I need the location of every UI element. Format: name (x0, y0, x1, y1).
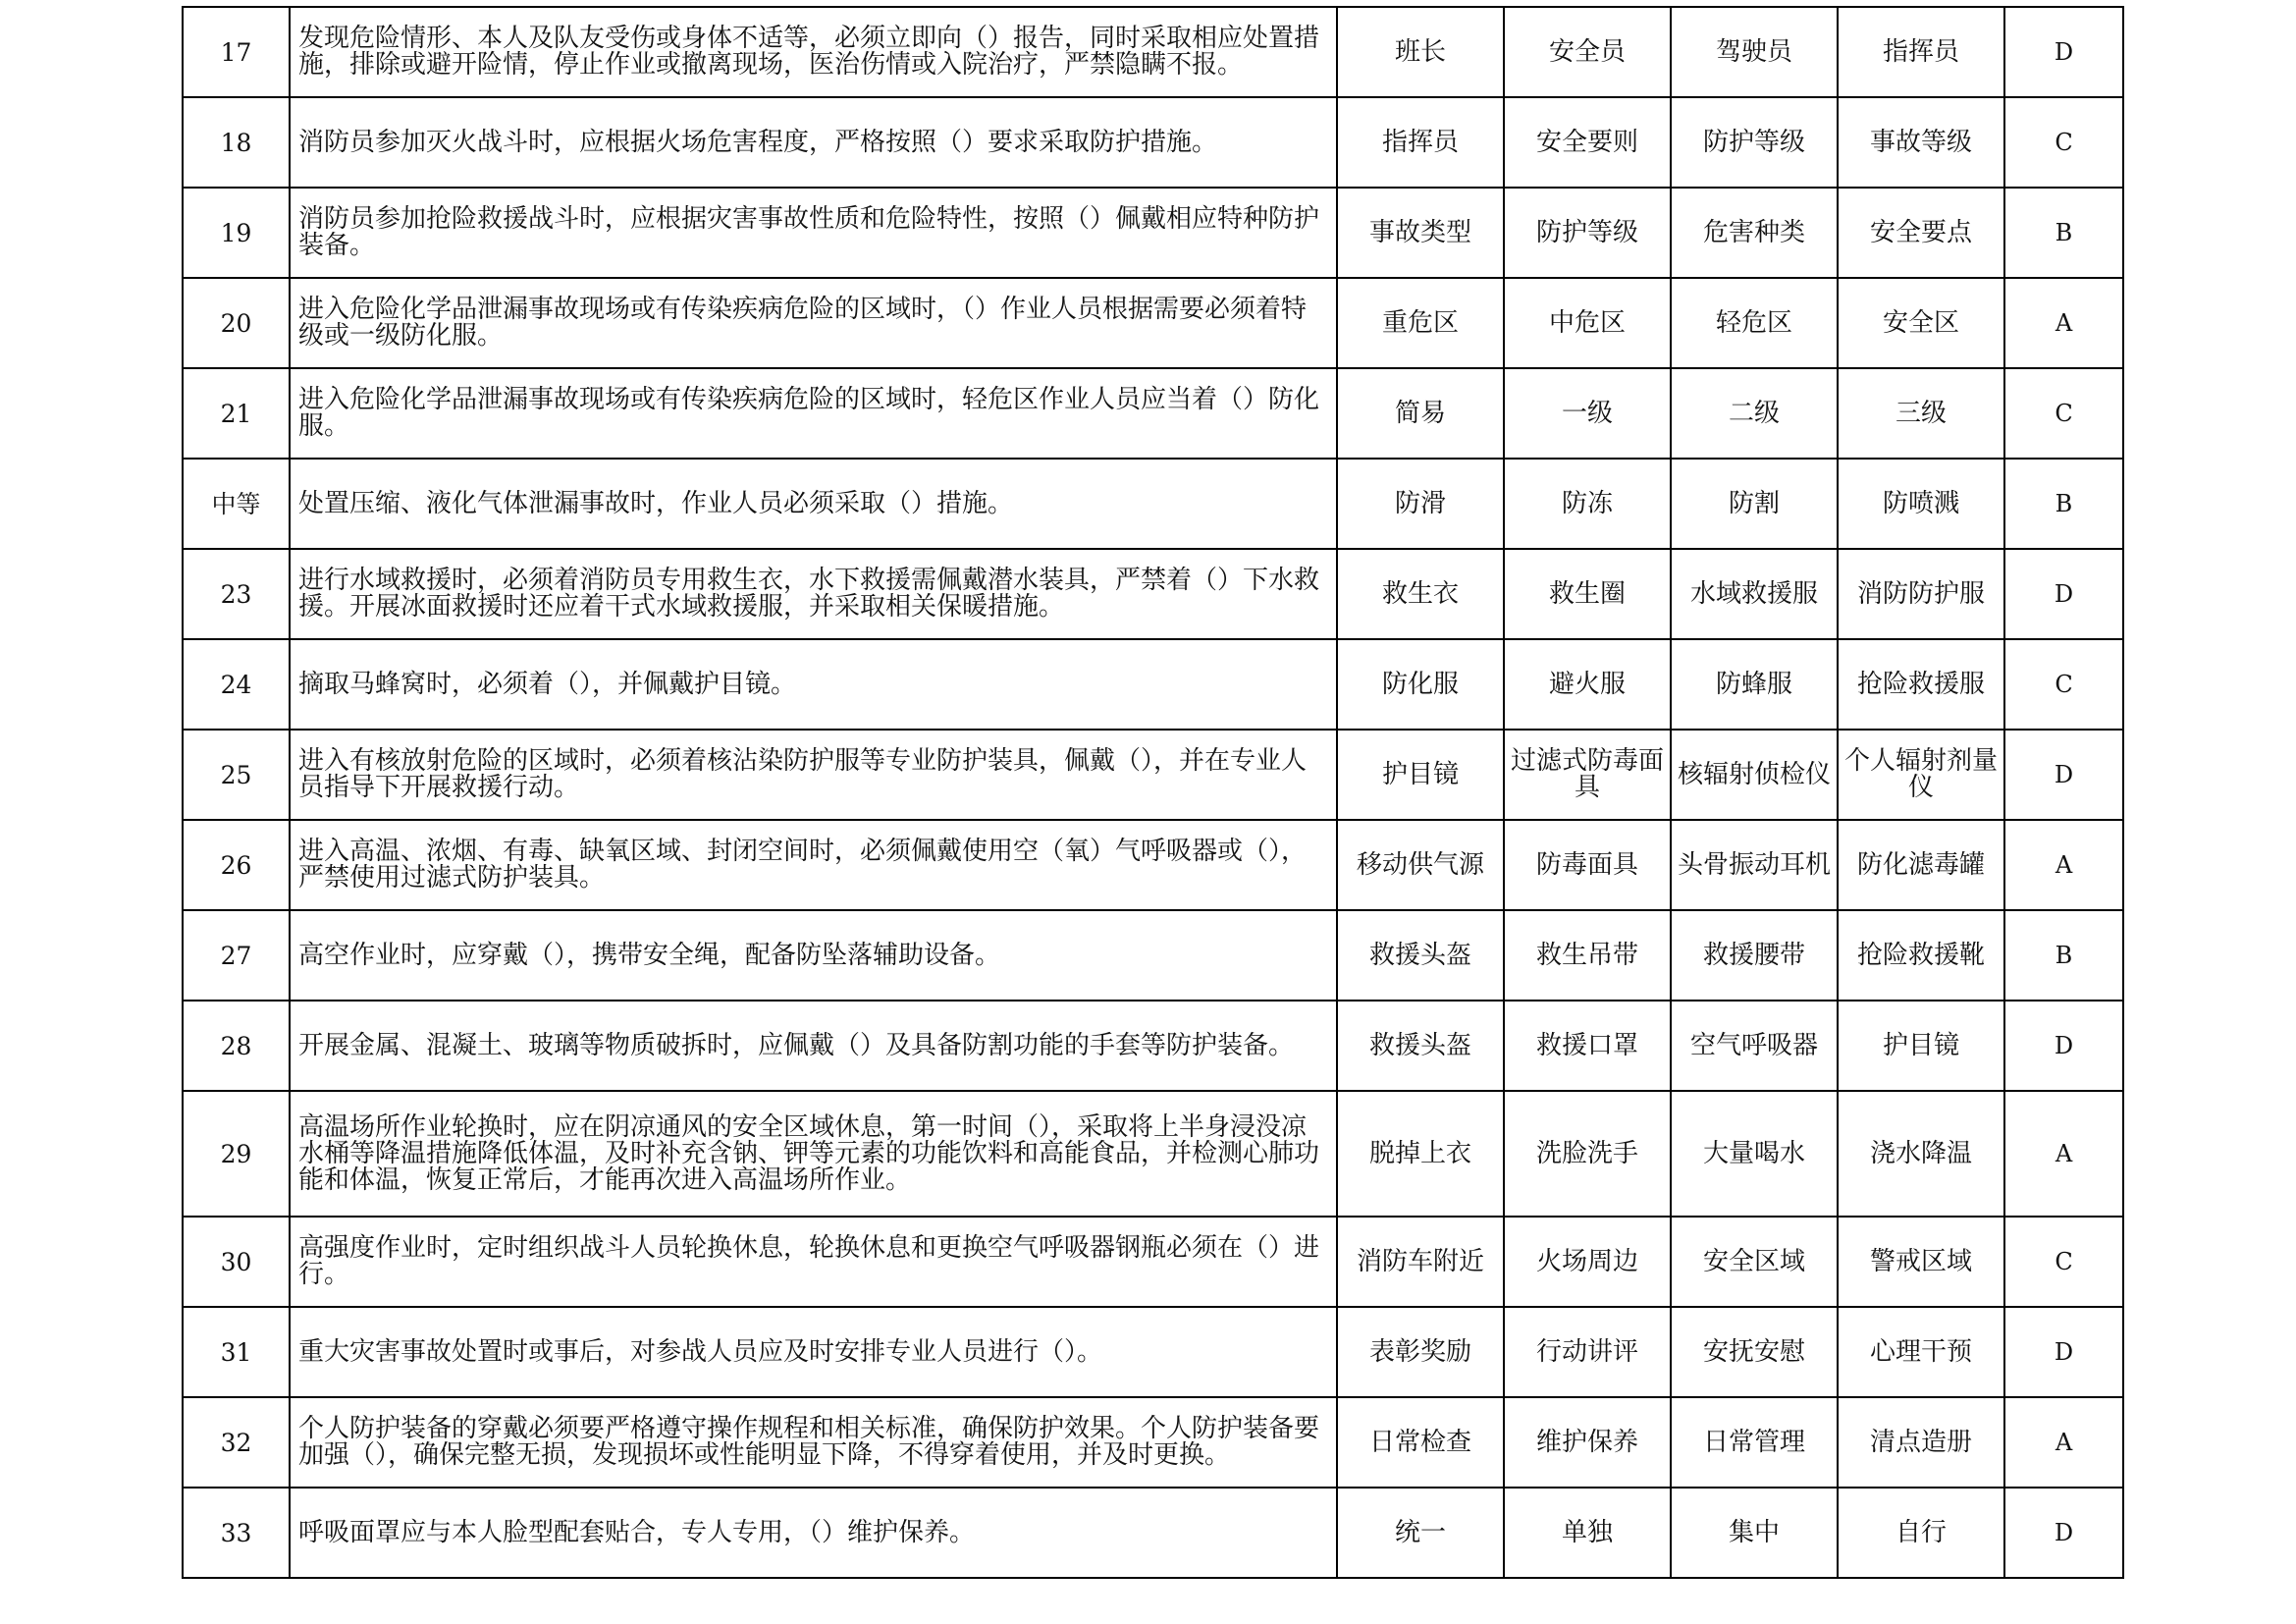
option-a-cell: 救生衣 (1337, 549, 1504, 639)
table-row (183, 1307, 2123, 1397)
table-row (183, 910, 2123, 1001)
option-a-cell: 日常检查 (1337, 1397, 1504, 1488)
option-c-cell: 空气呼吸器 (1671, 1001, 1838, 1091)
option-b-cell: 安全要则 (1504, 97, 1671, 188)
table-row (183, 459, 2123, 549)
option-b-cell: 救援口罩 (1504, 1001, 1671, 1091)
option-d-cell: 指挥员 (1838, 7, 2004, 97)
question-number-cell: 25 (183, 730, 290, 820)
question-number-cell: 29 (183, 1091, 290, 1217)
option-b-cell: 维护保养 (1504, 1397, 1671, 1488)
answer-cell: D (2004, 7, 2123, 97)
option-c-cell: 防割 (1671, 459, 1838, 549)
answer-cell: D (2004, 549, 2123, 639)
answer-cell: B (2004, 459, 2123, 549)
answer-cell: C (2004, 639, 2123, 730)
question-text-cell: 进行水域救援时，必须着消防员专用救生衣，水下救援需佩戴潜水装具，严禁着（）下水救援。开展冰面救援时还应着干式水域救援服，并采取相关保暖措施。 (290, 549, 1337, 639)
answer-cell: D (2004, 730, 2123, 820)
option-d-cell: 护目镜 (1838, 1001, 2004, 1091)
question-text-cell: 处置压缩、液化气体泄漏事故时，作业人员必须采取（）措施。 (290, 459, 1337, 549)
answer-cell: A (2004, 820, 2123, 910)
option-d-cell: 抢险救援靴 (1838, 910, 2004, 1001)
question-rows (183, 7, 2123, 1578)
option-c-cell: 头骨振动耳机 (1671, 820, 1838, 910)
table-row (183, 188, 2123, 278)
option-c-cell: 危害种类 (1671, 188, 1838, 278)
question-number-cell: 27 (183, 910, 290, 1001)
option-d-cell: 防化滤毒罐 (1838, 820, 2004, 910)
question-number-cell: 30 (183, 1217, 290, 1307)
question-number-cell: 33 (183, 1488, 290, 1578)
option-c-cell: 救援腰带 (1671, 910, 1838, 1001)
option-b-cell: 行动讲评 (1504, 1307, 1671, 1397)
question-text-cell: 重大灾害事故处置时或事后，对参战人员应及时安排专业人员进行（）。 (290, 1307, 1337, 1397)
option-c-cell: 驾驶员 (1671, 7, 1838, 97)
option-c-cell: 集中 (1671, 1488, 1838, 1578)
option-a-cell: 班长 (1337, 7, 1504, 97)
question-text-cell: 进入高温、浓烟、有毒、缺氧区域、封闭空间时，必须佩戴使用空（氧）气呼吸器或（），严禁使用过滤式防护装具。 (290, 820, 1337, 910)
option-b-cell: 洗脸洗手 (1504, 1091, 1671, 1217)
table-row (183, 97, 2123, 188)
question-text-cell: 消防员参加抢险救援战斗时，应根据灾害事故性质和危险特性，按照（）佩戴相应特种防护装备。 (290, 188, 1337, 278)
question-number-cell: 32 (183, 1397, 290, 1488)
option-d-cell: 防喷溅 (1838, 459, 2004, 549)
question-number-cell: 17 (183, 7, 290, 97)
table-row (183, 639, 2123, 730)
option-b-cell: 防毒面具 (1504, 820, 1671, 910)
option-d-cell: 浇水降温 (1838, 1091, 2004, 1217)
option-c-cell: 日常管理 (1671, 1397, 1838, 1488)
option-c-cell: 二级 (1671, 368, 1838, 459)
question-number-cell: 20 (183, 278, 290, 368)
question-text-cell: 进入有核放射危险的区域时，必须着核沾染防护服等专业防护装具，佩戴（），并在专业人员指导下开展救援行动。 (290, 730, 1337, 820)
answer-cell: A (2004, 278, 2123, 368)
option-a-cell: 表彰奖励 (1337, 1307, 1504, 1397)
option-a-cell: 指挥员 (1337, 97, 1504, 188)
option-a-cell: 救援头盔 (1337, 910, 1504, 1001)
question-number-cell: 28 (183, 1001, 290, 1091)
question-text-cell: 发现危险情形、本人及队友受伤或身体不适等，必须立即向（）报告，同时采取相应处置措施，排除或避开险情，停止作业或撤离现场，医治伤情或入院治疗，严禁隐瞒不报。 (290, 7, 1337, 97)
option-d-cell: 消防防护服 (1838, 549, 2004, 639)
question-text-cell: 高空作业时，应穿戴（），携带安全绳，配备防坠落辅助设备。 (290, 910, 1337, 1001)
option-a-cell: 防化服 (1337, 639, 1504, 730)
question-text-cell: 进入危险化学品泄漏事故现场或有传染疾病危险的区域时，（）作业人员根据需要必须着特级或一级防化服。 (290, 278, 1337, 368)
option-b-cell: 过滤式防毒面具 (1504, 730, 1671, 820)
question-number-cell: 26 (183, 820, 290, 910)
option-d-cell: 个人辐射剂量仪 (1838, 730, 2004, 820)
option-a-cell: 救援头盔 (1337, 1001, 1504, 1091)
option-c-cell: 安全区域 (1671, 1217, 1838, 1307)
option-d-cell: 安全要点 (1838, 188, 2004, 278)
option-d-cell: 抢险救援服 (1838, 639, 2004, 730)
answer-cell: B (2004, 188, 2123, 278)
question-text-cell: 消防员参加灭火战斗时，应根据火场危害程度，严格按照（）要求采取防护措施。 (290, 97, 1337, 188)
option-b-cell: 一级 (1504, 368, 1671, 459)
table-row (183, 1217, 2123, 1307)
table-row (183, 7, 2123, 97)
question-text-cell: 高温场所作业轮换时，应在阴凉通风的安全区域休息，第一时间（），采取将上半身浸没凉水桶等降温措施降低体温，及时补充含钠、钾等元素的功能饮料和高能食品，并检测心肺功能和体温，恢复正常后，才能再次进入高温场所作业。 (290, 1091, 1337, 1217)
option-b-cell: 火场周边 (1504, 1217, 1671, 1307)
question-text-cell: 开展金属、混凝土、玻璃等物质破拆时，应佩戴（）及具备防割功能的手套等防护装备。 (290, 1001, 1337, 1091)
option-c-cell: 水域救援服 (1671, 549, 1838, 639)
answer-cell: C (2004, 97, 2123, 188)
answer-cell: A (2004, 1091, 2123, 1217)
question-number-cell: 21 (183, 368, 290, 459)
option-d-cell: 自行 (1838, 1488, 2004, 1578)
option-a-cell: 脱掉上衣 (1337, 1091, 1504, 1217)
option-b-cell: 安全员 (1504, 7, 1671, 97)
option-b-cell: 防护等级 (1504, 188, 1671, 278)
option-d-cell: 警戒区域 (1838, 1217, 2004, 1307)
question-number-cell: 23 (183, 549, 290, 639)
option-a-cell: 防滑 (1337, 459, 1504, 549)
answer-cell: A (2004, 1397, 2123, 1488)
question-number-cell: 19 (183, 188, 290, 278)
option-b-cell: 救生圈 (1504, 549, 1671, 639)
option-a-cell: 简易 (1337, 368, 1504, 459)
option-b-cell: 救生吊带 (1504, 910, 1671, 1001)
table-row (183, 278, 2123, 368)
question-text-cell: 高强度作业时，定时组织战斗人员轮换休息，轮换休息和更换空气呼吸器钢瓶必须在（）进行。 (290, 1217, 1337, 1307)
answer-cell: D (2004, 1001, 2123, 1091)
question-table (182, 6, 2124, 1579)
option-b-cell: 单独 (1504, 1488, 1671, 1578)
table-row (183, 1397, 2123, 1488)
question-text-cell: 呼吸面罩应与本人脸型配套贴合，专人专用，（）维护保养。 (290, 1488, 1337, 1578)
option-a-cell: 护目镜 (1337, 730, 1504, 820)
option-b-cell: 避火服 (1504, 639, 1671, 730)
option-b-cell: 防冻 (1504, 459, 1671, 549)
option-c-cell: 轻危区 (1671, 278, 1838, 368)
question-number-cell: 24 (183, 639, 290, 730)
table-row (183, 730, 2123, 820)
table-row (183, 1091, 2123, 1217)
option-c-cell: 安抚安慰 (1671, 1307, 1838, 1397)
answer-cell: B (2004, 910, 2123, 1001)
option-a-cell: 统一 (1337, 1488, 1504, 1578)
question-number-cell: 31 (183, 1307, 290, 1397)
option-c-cell: 防蜂服 (1671, 639, 1838, 730)
option-a-cell: 重危区 (1337, 278, 1504, 368)
answer-cell: D (2004, 1307, 2123, 1397)
option-d-cell: 清点造册 (1838, 1397, 2004, 1488)
option-d-cell: 心理干预 (1838, 1307, 2004, 1397)
answer-cell: D (2004, 1488, 2123, 1578)
table-row (183, 549, 2123, 639)
option-c-cell: 大量喝水 (1671, 1091, 1838, 1217)
table-row (183, 1488, 2123, 1578)
table-row (183, 1001, 2123, 1091)
option-a-cell: 消防车附近 (1337, 1217, 1504, 1307)
question-number-cell: 中等 (183, 459, 290, 549)
option-c-cell: 防护等级 (1671, 97, 1838, 188)
option-d-cell: 事故等级 (1838, 97, 2004, 188)
table-row (183, 368, 2123, 459)
option-b-cell: 中危区 (1504, 278, 1671, 368)
answer-cell: C (2004, 368, 2123, 459)
option-c-cell: 核辐射侦检仪 (1671, 730, 1838, 820)
answer-cell: C (2004, 1217, 2123, 1307)
question-text-cell: 摘取马蜂窝时，必须着（），并佩戴护目镜。 (290, 639, 1337, 730)
option-a-cell: 移动供气源 (1337, 820, 1504, 910)
option-d-cell: 安全区 (1838, 278, 2004, 368)
option-d-cell: 三级 (1838, 368, 2004, 459)
question-text-cell: 个人防护装备的穿戴必须要严格遵守操作规程和相关标准，确保防护效果。个人防护装备要加强（），确保完整无损，发现损坏或性能明显下降，不得穿着使用，并及时更换。 (290, 1397, 1337, 1488)
question-text-cell: 进入危险化学品泄漏事故现场或有传染疾病危险的区域时，轻危区作业人员应当着（）防化服。 (290, 368, 1337, 459)
table-row (183, 820, 2123, 910)
option-a-cell: 事故类型 (1337, 188, 1504, 278)
question-number-cell: 18 (183, 97, 290, 188)
